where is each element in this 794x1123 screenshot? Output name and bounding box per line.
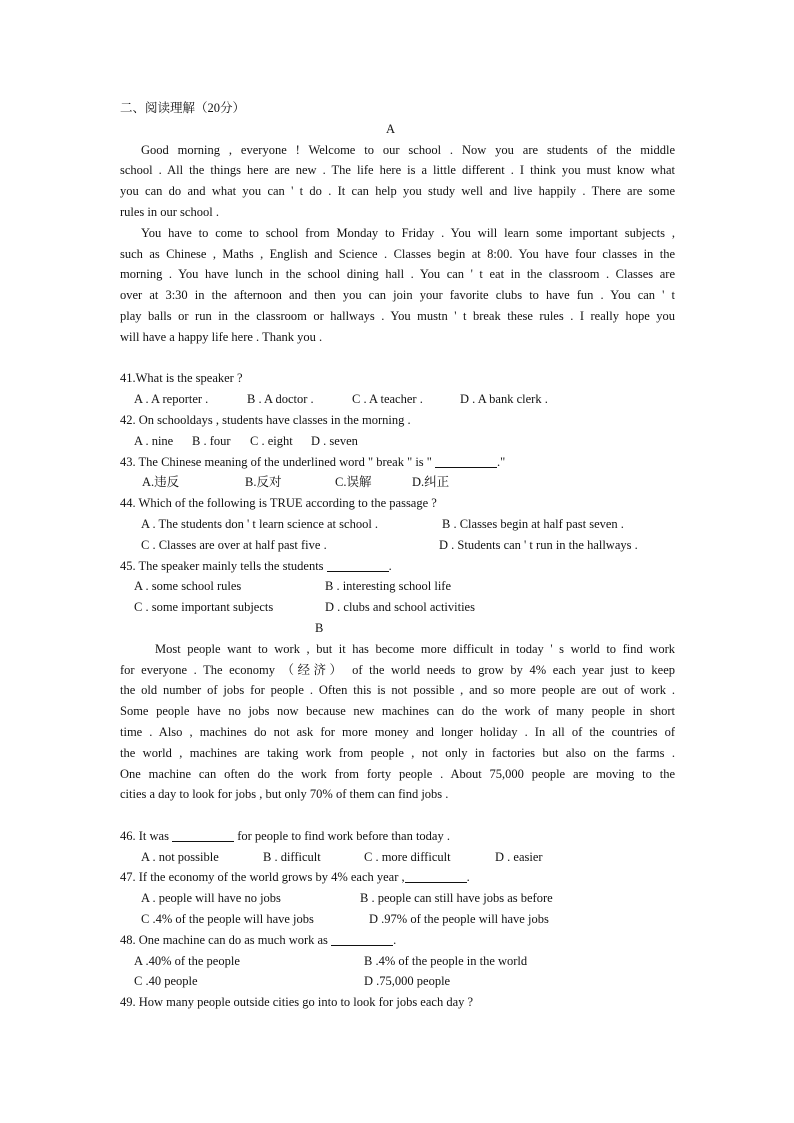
option-a: A . The students don ' t learn science at school .: [141, 516, 379, 531]
option-d: D . clubs and school activities: [325, 600, 475, 615]
question-47-options-row1: [120, 888, 675, 909]
option-d: D.纠正: [412, 475, 450, 490]
option-a: A . not possible: [141, 849, 219, 864]
option-a: A.违反: [142, 475, 180, 490]
passage-a-line: rules in our school .: [120, 204, 219, 219]
option-d: D . easier: [495, 849, 543, 864]
option-c: C . Classes are over at half past five .: [141, 537, 327, 552]
question-47-stem: 47. If the economy of the world grows by 4% each year , .: [120, 870, 470, 885]
question-45-options-row1: [120, 576, 675, 597]
option-d: D . Students can ' t run in the hallways .: [439, 537, 638, 552]
option-c: C .4% of the people will have jobs: [141, 912, 314, 927]
passage-b-line: Most people want to work , but it has become more difficult in today ' s world to find work: [155, 641, 675, 656]
option-b: B . interesting school life: [325, 579, 452, 594]
passage-b-line: time . Also , machines do not ask for more money and longer holiday . In all of the countries of: [120, 724, 675, 739]
passage-a-line: over at 3:30 in the afternoon and then you can join your favorite clubs to have fun . You can ' t: [120, 288, 675, 303]
passage-b: [120, 639, 675, 805]
question-47-options-row2: [120, 909, 675, 930]
question-48-stem: 48. One machine can do as much work as .: [120, 932, 397, 947]
question-46-stem: 46. It was for people to find work before than today .: [120, 828, 450, 843]
passage-b-line: for everyone . The economy （经济） of the world needs to grow by 4% each year just to keep: [120, 662, 675, 677]
option-d: D . A bank clerk .: [460, 392, 548, 407]
option-c: C . some important subjects: [134, 600, 274, 615]
answer-blank: [435, 453, 497, 468]
question-41-options: [120, 389, 675, 410]
question-45-options-row2: [120, 597, 675, 618]
question-44-options-row1: [120, 514, 675, 535]
passage-b-line: Some people have no jobs now because new machines can do the work of many people in short: [120, 704, 675, 719]
answer-blank: [327, 557, 389, 572]
section-title: 二、阅读理解（20分）: [120, 101, 246, 115]
question-48-options-row1: [120, 951, 675, 972]
question-42-options: [120, 431, 675, 452]
question-43-options: [120, 472, 675, 493]
passage-a-line: morning . You have lunch in the school dining hall . You can ' t eat in the classroom . Classes are: [120, 267, 675, 282]
passage-b-label-row: [120, 618, 675, 639]
option-a: A . some school rules: [134, 579, 242, 594]
passage-a-line: Good morning , everyone ! Welcome to our school . Now you are students of the middle: [141, 142, 675, 157]
passage-a-line: you can do and what you can ' t do . It can help you study well and live happily . There are some: [120, 184, 675, 199]
option-c: C.误解: [335, 475, 372, 490]
passage-b-line: the world , machines are taking work from people , not only in factories but also on the farms .: [120, 745, 675, 760]
option-a: A . nine: [134, 433, 174, 448]
option-b: B . Classes begin at half past seven .: [442, 516, 624, 531]
question-46-options: [120, 847, 675, 868]
passage-a-line: play balls or run in the classroom or hallways . You mustn ' t break these rules . I really hope you: [120, 308, 675, 323]
passage-a-line: You have to come to school from Monday to Friday . You will learn some important subjects ,: [141, 225, 675, 240]
option-a: A . A reporter .: [134, 392, 209, 407]
question-41-stem: 41.What is the speaker ?: [120, 371, 243, 386]
question-49-stem: 49. How many people outside cities go into to look for jobs each day ?: [120, 995, 474, 1010]
passage-b-label: B: [315, 620, 324, 635]
answer-blank: [331, 931, 393, 946]
passage-a-label: A: [385, 121, 396, 136]
option-d: D . seven: [311, 433, 358, 448]
passage-b-line: the old number of jobs for people . Often this is not possible , and so more people are out of work .: [120, 683, 675, 698]
passage-a-line: such as Chinese , Maths , English and Science . Classes begin at 8:00. You have four classes in the: [120, 246, 675, 261]
passage-a-line: school . All the things here are new . The life here is a little different . I think you must know what: [120, 163, 675, 178]
answer-blank: [405, 868, 467, 883]
passage-a-line: will have a happy life here . Thank you .: [120, 329, 323, 344]
option-b: B.反对: [245, 475, 282, 490]
option-c: C . A teacher .: [352, 392, 423, 407]
question-44-stem: 44. Which of the following is TRUE according to the passage ?: [120, 496, 437, 511]
option-b: B .4% of the people in the world: [364, 953, 528, 968]
option-c: C . eight: [250, 433, 293, 448]
option-a: A .40% of the people: [134, 953, 240, 968]
answer-blank: [172, 827, 234, 842]
option-b: B . A doctor .: [247, 392, 314, 407]
option-b: B . people can still have jobs as before: [360, 891, 553, 906]
question-42-stem: 42. On schooldays , students have classes in the morning .: [120, 412, 411, 427]
option-b: B . four: [192, 433, 231, 448]
passage-b-line: One machine can often do the work from forty people . About 75,000 people are moving to the: [120, 766, 675, 781]
passage-a: [120, 140, 675, 348]
question-48-options-row2: [120, 971, 675, 992]
exam-page: [120, 98, 675, 1013]
option-d: D .75,000 people: [364, 974, 451, 989]
option-a: A . people will have no jobs: [141, 891, 281, 906]
option-b: B . difficult: [263, 849, 321, 864]
passage-b-line: cities a day to look for jobs , but only 70% of them can find jobs .: [120, 787, 449, 802]
question-44-options-row2: [120, 535, 675, 556]
question-43-stem: 43. The Chinese meaning of the underlined word " break " is " .": [120, 454, 506, 469]
option-c: C . more difficult: [364, 849, 451, 864]
option-d: D .97% of the people will have jobs: [369, 912, 549, 927]
question-45-stem: 45. The speaker mainly tells the students .: [120, 558, 392, 573]
option-c: C .40 people: [134, 974, 198, 989]
